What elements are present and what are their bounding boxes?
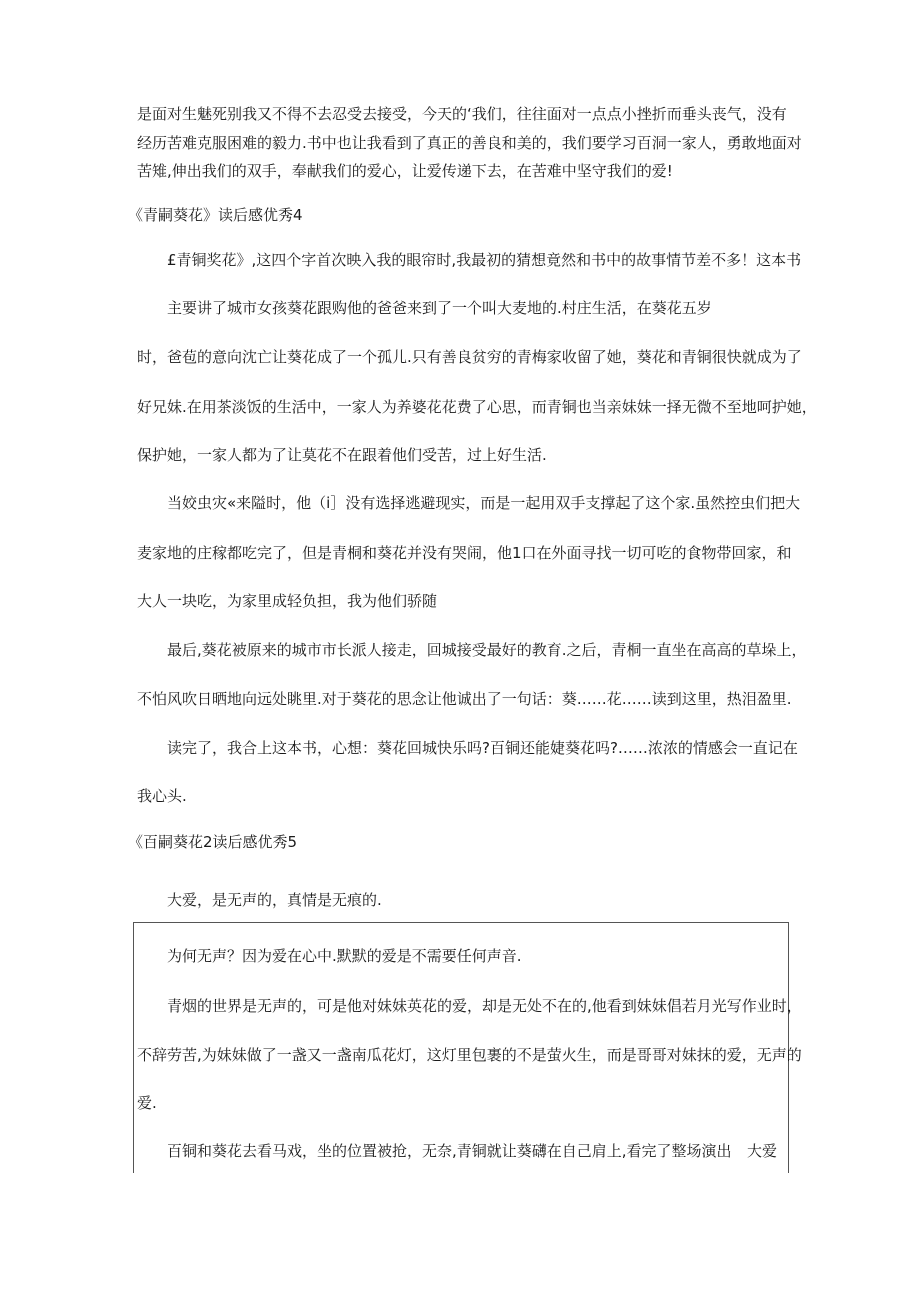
- section-4-line: 主要讲了城市女孩葵花跟购他的爸爸来到了一个叫大麦地的.村庄生活，在葵花五岁: [167, 299, 712, 317]
- section-4-line: £青铜奖花》,这四个字首次映入我的眼帘时,我最初的猜想竟然和书中的故事情节差不多！这本书: [167, 251, 802, 269]
- section-4-line: 时，爸苞的意向沈亡让葵花成了一个孤儿.只有善良贫穷的青梅家收留了她，葵花和青铜很快就成为了: [137, 348, 802, 366]
- section-4-line: 保护她，一家人都为了让莫花不在跟着他们受苦，过上好生活.: [137, 446, 547, 464]
- box-line-trailing: 大爱: [747, 1142, 778, 1160]
- intro-line-1: 是面对生魅死别我又不得不去忍受去接受，今天的‘我们，往往面对一点点小挫折而垂头丧气，没有: [137, 105, 787, 123]
- box-line: 青烟的世界是无声的，可是他对妹妹英花的爱，却是无处不在的,他看到妹妹倡若月光写作业时，: [167, 997, 802, 1015]
- section-5-heading: 《百嗣葵花2读后感优秀5: [128, 833, 298, 851]
- section-4-line: 好兄妹.在用茶淡饭的生活中，一家人为养婆花花费了心思，而青铜也当亲妹妹一择无微不至地呵护她，: [137, 398, 817, 416]
- section-4-line: 最后,葵花被原来的城市市长派人接走，回城接受最好的教育.之后，青桐一直坐在高高的草垛上，: [167, 641, 807, 659]
- section-4-line: 读完了，我合上这本书，心想：葵花回城快乐吗?百铜还能婕葵花吗?……浓浓的情感会一直记在: [167, 739, 798, 757]
- box-line: 百铜和葵花去看马戏，坐的位置被抢，无奈,青铜就让葵礴在自己肩上,看完了整场演出: [167, 1142, 732, 1160]
- intro-line-2: 经历苦难克服困难的毅力.书中也让我看到了真正的善良和美的，我们要学习百洞一家人，勇敢地面对: [137, 134, 802, 152]
- section-4-line: 不怕风吹日晒地向远处眺里.对于葵花的思念让他诚出了一句话：葵……花……读到这里，热泪盈里.: [137, 690, 792, 708]
- section-5-lead: 大爱，是无声的，真情是无痕的.: [167, 891, 382, 909]
- box-line: 爱.: [137, 1094, 157, 1112]
- section-4-line: 我心头.: [137, 787, 187, 805]
- section-4-heading: 《青嗣葵花》读后感优秀4: [128, 206, 303, 224]
- section-4-line: 大人一块吃，为家里成轻负担，我为他们骄随: [137, 592, 438, 610]
- box-line: 为何无声？因为爱在心中.默默的爱是不需要任何声音.: [167, 947, 522, 965]
- box-line: 不辞劳苦,为妹妹做了一盏又一盏南瓜花灯，这灯里包裹的不是萤火生，而是哥哥对妹抹的爱，无声的: [137, 1046, 802, 1064]
- section-4-line: 当姣虫灾«来隘时，他（i］没有选择逃避现实，而是一起用双手支撑起了这个家.虽然控虫们把大: [167, 494, 801, 512]
- intro-line-3: 苦雉,伸出我们的双手，奉献我们的爱心，让爱传递下去，在苦难中坚守我们的爱!: [137, 162, 673, 180]
- section-4-line: 麦家地的庄稼都吃完了，但是青桐和葵花并没有哭闹，他1口在外面寻找一切可吃的食物带回家，和: [137, 544, 792, 562]
